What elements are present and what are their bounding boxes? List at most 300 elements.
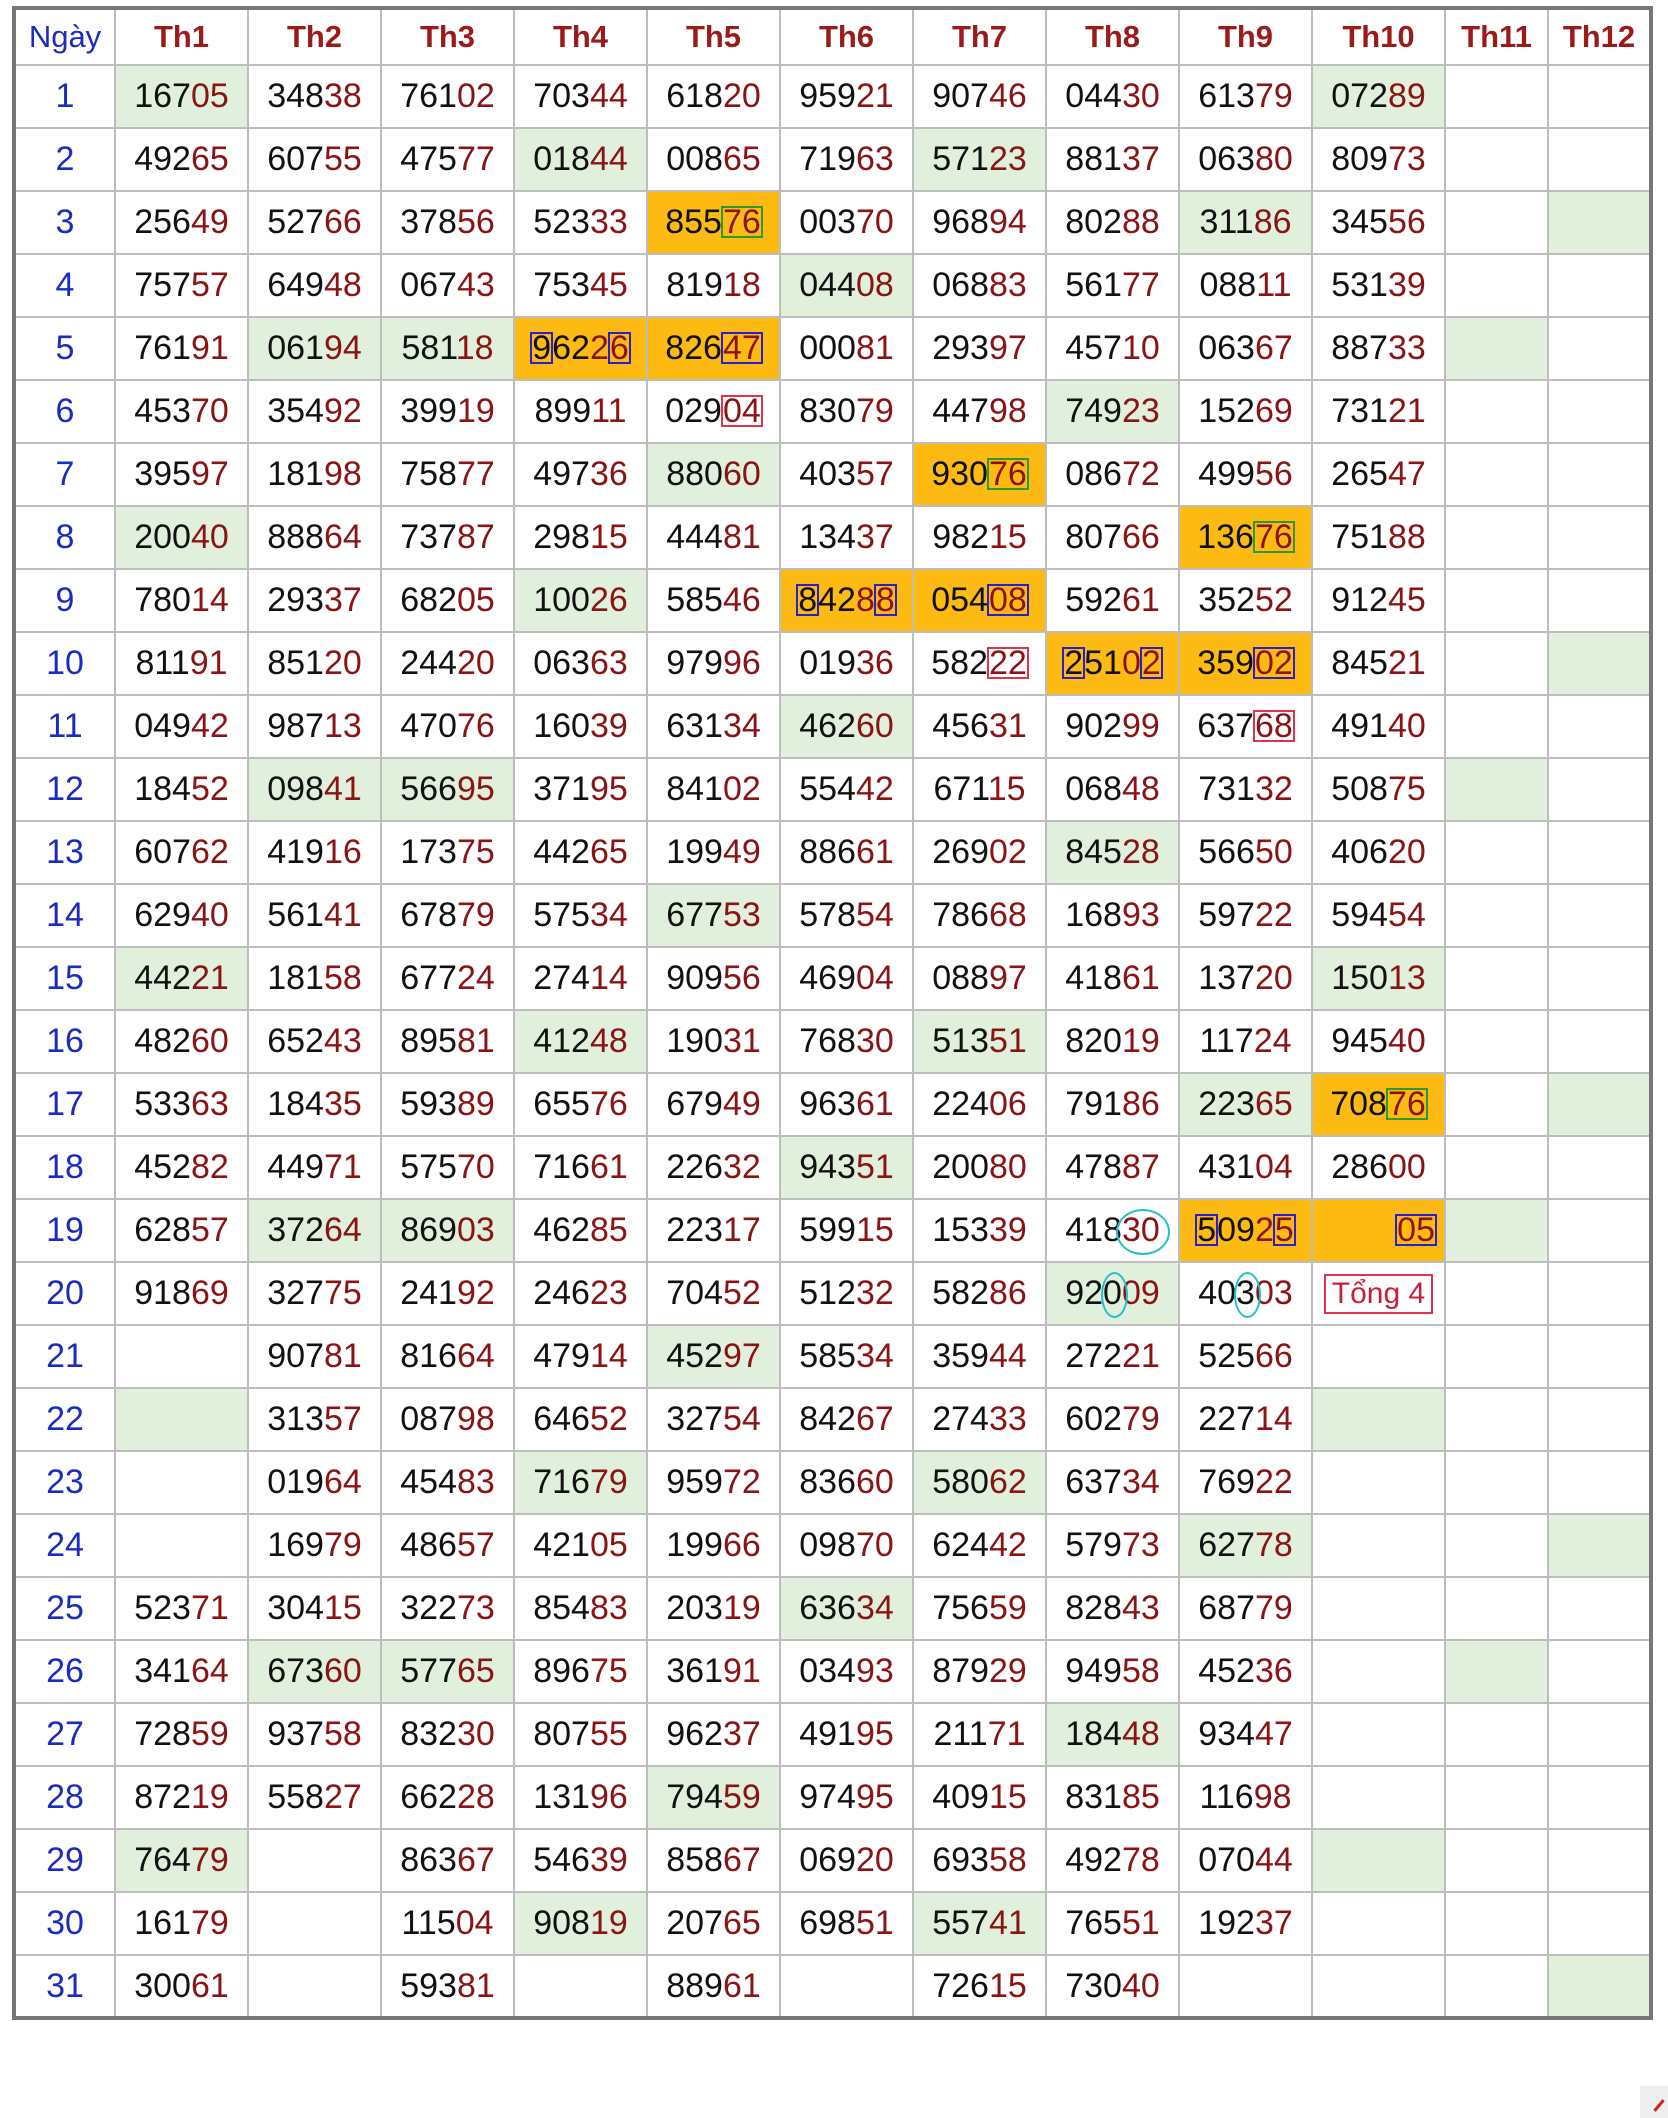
result-cell [514,758,647,821]
result-cell [1312,1955,1445,2018]
result-number: 58062 [932,1463,1027,1501]
result-number: 06883 [932,266,1027,304]
result-cell [913,65,1046,128]
result-number: 22714 [1198,1400,1293,1438]
result-cell [381,1136,514,1199]
result-cell [248,1829,381,1892]
result-number: 00081 [799,329,894,367]
result-cell [514,1073,647,1136]
result-number: 65576 [533,1085,628,1123]
result-cell [248,1703,381,1766]
result-number: 89675 [533,1652,628,1690]
result-number: 93076 [931,455,1027,493]
result-cell [780,947,913,1010]
result-number: 49265 [134,140,229,178]
result-number: 58534 [799,1337,894,1375]
result-number: 13437 [799,518,894,556]
result-number: 58546 [666,581,761,619]
result-number: 16039 [533,707,628,745]
result-number: 83230 [400,1715,495,1753]
result-number: 24192 [400,1274,495,1312]
result-cell [248,317,381,380]
result-number: 44481 [666,518,761,556]
result-number: 09841 [267,770,362,808]
result-cell [514,1325,647,1388]
day-number: 19 [14,1199,115,1262]
day-number: 22 [14,1388,115,1451]
result-cell [647,1325,780,1388]
result-cell [780,1892,913,1955]
result-cell [381,128,514,191]
result-cell [1046,1136,1179,1199]
result-cell [514,1136,647,1199]
result-number: 47887 [1065,1148,1160,1186]
result-cell [1548,254,1651,317]
result-number: 48657 [400,1526,495,1564]
table-row [14,569,1651,632]
month-header: Th3 [381,8,514,65]
result-number: 35944 [932,1337,1027,1375]
result-number: 91869 [134,1274,229,1312]
result-number: 31186 [1199,203,1292,241]
result-number: 95921 [799,77,894,115]
result-cell [1548,65,1651,128]
result-cell [1445,1199,1548,1262]
result-cell [1445,569,1548,632]
result-number: 27221 [1065,1337,1160,1375]
result-cell [1046,254,1179,317]
result-number: 63768 [1197,707,1293,745]
result-cell [780,1640,913,1703]
result-number: 94540 [1331,1022,1426,1060]
result-number: 22406 [932,1085,1027,1123]
month-header: Th2 [248,8,381,65]
result-cell [115,1703,248,1766]
result-cell [1312,1577,1445,1640]
result-cell [248,506,381,569]
result-cell [248,1955,381,2018]
result-cell [514,1640,647,1703]
result-cell [1445,947,1548,1010]
result-cell [115,1262,248,1325]
result-number: 84288 [798,581,895,619]
result-cell [1548,1136,1651,1199]
result-number: 59381 [400,1966,495,2005]
result-cell [1046,1892,1179,1955]
day-number: 18 [14,1136,115,1199]
result-number: 95972 [666,1463,761,1501]
result-number: 90956 [666,959,761,997]
result-cell [514,1766,647,1829]
result-cell [780,1010,913,1073]
result-number: 67879 [400,896,495,934]
table-row [14,1577,1651,1640]
result-cell [115,1892,248,1955]
day-number: 25 [14,1577,115,1640]
result-cell [1548,1388,1651,1451]
result-cell [1312,821,1445,884]
result-cell [115,128,248,191]
result-cell [1548,884,1651,947]
result-number: 41861 [1065,959,1160,997]
result-cell [1445,317,1548,380]
result-cell [115,1829,248,1892]
table-row [14,821,1651,884]
month-header: Th5 [647,8,780,65]
result-cell [1445,1766,1548,1829]
result-number: 80766 [1065,518,1160,556]
month-header: Th12 [1548,8,1651,65]
result-cell [647,632,780,695]
result-cell [780,1325,913,1388]
result-cell [1445,191,1548,254]
result-cell [913,1892,1046,1955]
result-number: 98215 [932,518,1027,556]
result-cell [780,443,913,506]
result-number: 02904 [665,392,761,430]
result-cell [647,1829,780,1892]
result-number: 37195 [533,770,628,808]
result-cell [248,1766,381,1829]
result-number: 40620 [1331,833,1426,871]
result-cell [913,128,1046,191]
result-number: 49278 [1065,1841,1160,1879]
result-cell [248,1892,381,1955]
result-number: 59722 [1198,896,1293,934]
result-number: 70344 [533,77,628,115]
result-number: 72859 [134,1715,229,1753]
day-number: 4 [14,254,115,317]
result-cell [248,1073,381,1136]
result-number: 15339 [932,1211,1027,1249]
day-column-header: Ngày [14,8,115,65]
result-cell [1046,569,1179,632]
result-cell [115,1325,248,1388]
result-cell [381,569,514,632]
result-number: 39597 [134,455,229,493]
result-number: 05408 [931,581,1027,619]
result-number: 76922 [1198,1463,1293,1501]
day-number: 27 [14,1703,115,1766]
result-number: 67724 [400,959,495,997]
result-cell [647,254,780,317]
result-cell [115,254,248,317]
result-cell [1312,569,1445,632]
result-number: 76102 [400,77,495,115]
result-cell [381,1766,514,1829]
result-cell [1312,632,1445,695]
result-number: 27433 [932,1400,1027,1438]
result-cell [913,191,1046,254]
result-number: 67115 [933,770,1026,808]
result-cell [780,254,913,317]
result-cell [1046,317,1179,380]
month-header: Th7 [913,8,1046,65]
result-cell [381,1325,514,1388]
result-cell [115,506,248,569]
result-cell [514,884,647,947]
result-cell [1548,1703,1651,1766]
table-row [14,443,1651,506]
month-header: Th1 [115,8,248,65]
day-number: 15 [14,947,115,1010]
result-cell [1179,1892,1312,1955]
result-cell [1312,884,1445,947]
result-number: 68779 [1198,1589,1293,1627]
result-cell [381,1577,514,1640]
result-cell [1445,1136,1548,1199]
result-number: 98713 [267,707,362,745]
table-row [14,1262,1651,1325]
result-cell [913,1829,1046,1892]
result-cell [1548,1955,1651,2018]
result-cell [1445,1829,1548,1892]
result-cell [1445,380,1548,443]
table-row [14,1136,1651,1199]
result-cell [1179,1388,1312,1451]
result-cell [647,1892,780,1955]
result-cell [1548,1829,1651,1892]
result-number: 41830 [1065,1211,1160,1249]
result-cell [115,1073,248,1136]
result-number: 32754 [666,1400,761,1438]
result-cell [780,1388,913,1451]
result-number: 82647 [665,329,761,367]
result-cell [1312,1766,1445,1829]
result-number: 31357 [267,1400,362,1438]
result-cell [913,1640,1046,1703]
result-cell [115,65,248,128]
result-number: 69851 [799,1904,894,1942]
result-cell [1046,128,1179,191]
result-cell [1046,947,1179,1010]
table-row [14,254,1651,317]
result-number: 71679 [533,1463,628,1501]
result-number: 13720 [1198,959,1293,997]
result-cell [514,695,647,758]
result-cell [1179,1640,1312,1703]
result-number: 50925 [1197,1211,1294,1249]
result-cell [514,1892,647,1955]
result-number: 53139 [1331,266,1426,304]
result-number: 82019 [1065,1022,1160,1060]
result-number: 51232 [799,1274,894,1312]
result-cell [1312,1640,1445,1703]
result-cell [115,821,248,884]
result-cell [780,1766,913,1829]
result-number: 19237 [1198,1904,1293,1942]
result-number: 94351 [799,1148,894,1186]
result-cell [248,1577,381,1640]
table-row [14,1514,1651,1577]
result-cell [1548,947,1651,1010]
result-number: 58222 [931,644,1027,682]
result-cell [1445,884,1548,947]
result-cell [647,380,780,443]
result-number: 82843 [1065,1589,1160,1627]
result-number: 45631 [932,707,1027,745]
result-cell [647,191,780,254]
result-cell [1548,443,1651,506]
result-number: 52566 [1198,1337,1293,1375]
result-cell [647,1577,780,1640]
result-number: 63634 [799,1589,894,1627]
result-cell [647,1136,780,1199]
result-cell [1046,1262,1179,1325]
result-number: 49140 [1331,707,1426,745]
result-number: 96237 [666,1715,761,1753]
result-number: 01964 [267,1463,362,1501]
result-cell [514,821,647,884]
result-number: 67753 [666,896,761,934]
result-number: 83660 [799,1463,894,1501]
result-cell [780,695,913,758]
day-number: 12 [14,758,115,821]
result-cell [780,317,913,380]
result-cell [1046,191,1179,254]
result-cell [1445,1388,1548,1451]
day-number: 21 [14,1325,115,1388]
result-number: 73121 [1331,392,1426,430]
result-number: 49956 [1198,455,1293,493]
result-number: 18435 [267,1085,362,1123]
result-cell [1548,821,1651,884]
result-cell [913,1262,1046,1325]
result-number: 28600 [1331,1148,1426,1186]
result-number: 13196 [533,1778,628,1816]
result-cell [780,569,913,632]
result-cell [913,317,1046,380]
result-cell [1312,506,1445,569]
result-cell [647,128,780,191]
table-body [14,65,1651,2018]
result-number: 96226 [532,329,629,367]
result-number: 88864 [267,518,362,556]
result-cell [514,191,647,254]
result-number: 13676 [1197,518,1293,556]
result-cell [1445,1325,1548,1388]
result-cell [514,1955,647,2018]
result-cell [647,1703,780,1766]
result-number: 56141 [267,896,362,934]
result-number: 40303 [1198,1274,1293,1312]
result-cell [1445,1514,1548,1577]
result-cell [248,1136,381,1199]
result-number: 39919 [400,392,495,430]
day-number: 11 [14,695,115,758]
result-cell [780,65,913,128]
result-cell [115,1514,248,1577]
result-cell [1548,191,1651,254]
table-row [14,1199,1651,1262]
table-row [14,947,1651,1010]
result-cell [1179,1325,1312,1388]
result-number: 29815 [533,518,628,556]
result-cell [1445,128,1548,191]
result-number: 57854 [799,896,894,934]
lottery-results-table [12,6,1653,2020]
result-number: 62857 [134,1211,229,1249]
result-cell [1312,65,1445,128]
result-cell [780,380,913,443]
result-cell [1312,1451,1445,1514]
result-number: 62940 [134,896,229,934]
result-cell [514,1388,647,1451]
table-row [14,380,1651,443]
result-cell [647,1199,780,1262]
result-cell [381,1199,514,1262]
day-number: 28 [14,1766,115,1829]
result-cell [1548,1577,1651,1640]
result-number: 26547 [1331,455,1426,493]
result-number: 22317 [666,1211,761,1249]
result-cell [913,569,1046,632]
result-cell [381,947,514,1010]
result-number: 78014 [134,581,229,619]
result-cell [115,317,248,380]
result-cell [115,380,248,443]
result-number: 87929 [932,1652,1027,1690]
result-number: 34556 [1331,203,1426,241]
result-cell [1046,1010,1179,1073]
table-row [14,191,1651,254]
result-number: 34838 [267,77,362,115]
result-cell [1046,1640,1179,1703]
result-cell [1312,1136,1445,1199]
result-number: 47914 [533,1337,628,1375]
result-number: 35492 [267,392,362,430]
result-cell [1179,758,1312,821]
result-number: 18158 [267,959,362,997]
day-number: 20 [14,1262,115,1325]
result-number: 16979 [267,1526,362,1564]
result-cell [1548,1640,1651,1703]
result-number: 24420 [400,644,495,682]
table-row [14,1010,1651,1073]
result-cell [1046,1703,1179,1766]
result-cell [1312,443,1445,506]
result-cell [115,1136,248,1199]
result-cell [1312,380,1445,443]
result-number: 45297 [666,1337,761,1375]
result-number: 86903 [400,1211,495,1249]
day-number: 30 [14,1892,115,1955]
result-number: 20040 [134,518,229,556]
result-number: 60762 [134,833,229,871]
result-number: 15269 [1198,392,1293,430]
result-cell [913,1388,1046,1451]
result-number: 93758 [267,1715,362,1753]
result-number: 85867 [666,1841,761,1879]
day-number: 29 [14,1829,115,1892]
result-number: 20319 [666,1589,761,1627]
result-cell [647,1010,780,1073]
result-cell [514,632,647,695]
result-number: 05 [1397,1211,1435,1249]
result-number: 90746 [932,77,1027,115]
result-cell [913,695,1046,758]
result-number: 40915 [932,1778,1027,1816]
result-number: 97996 [666,644,761,682]
result-cell [381,1262,514,1325]
result-cell [913,1955,1046,2018]
result-cell [514,1262,647,1325]
result-number: 08897 [932,959,1027,997]
result-number: 76191 [134,329,229,367]
result-number: 24623 [533,1274,628,1312]
result-cell [115,1640,248,1703]
result-cell [1312,128,1445,191]
